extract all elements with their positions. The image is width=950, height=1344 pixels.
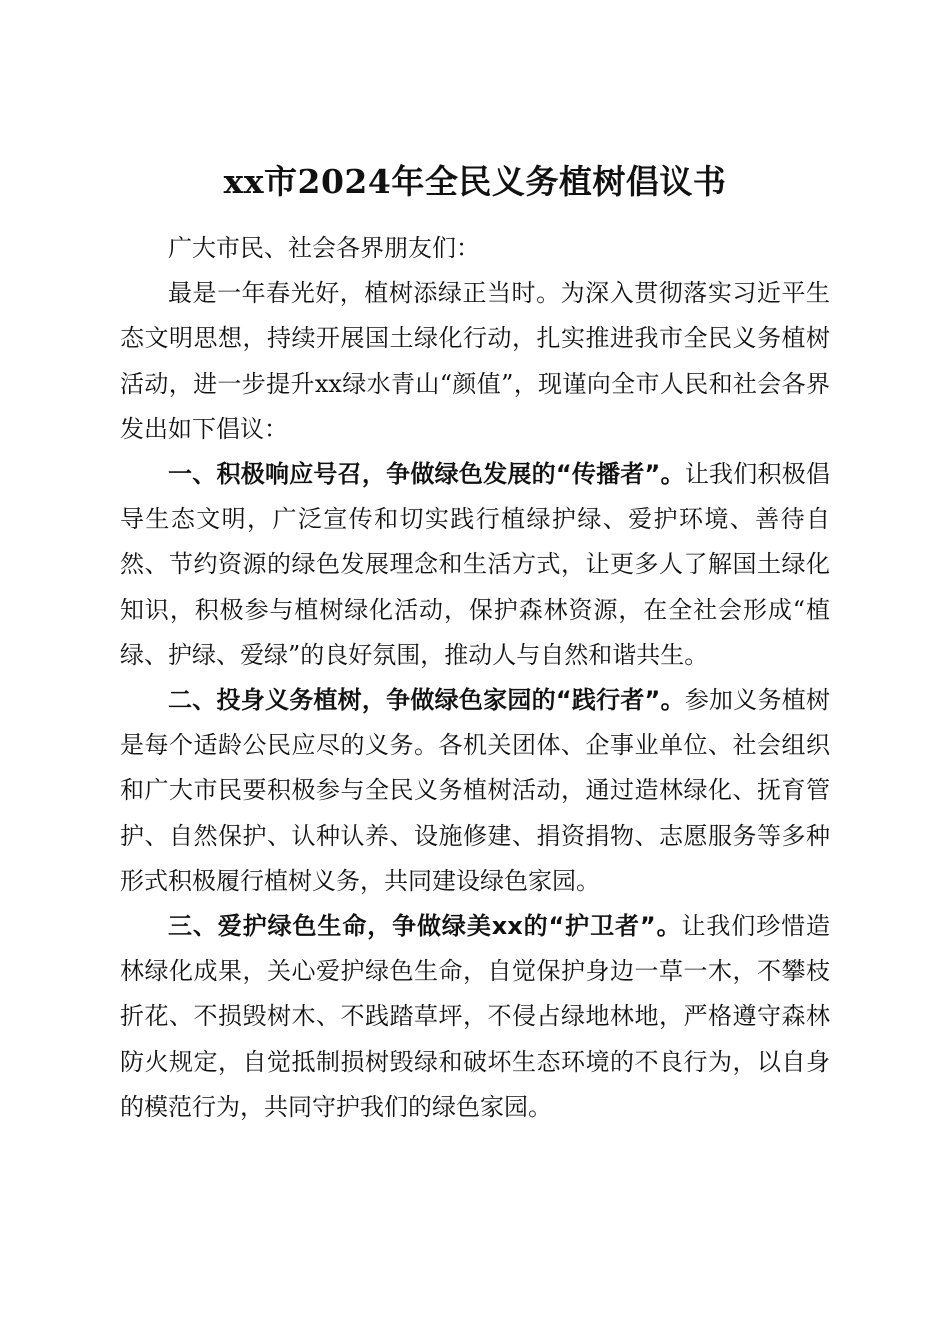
section-text-2: 参加义务植树是每个适龄公民应尽的义务。各机关团体、企事业单位、社会组织和广大市民要积极参与全民义务植树活动，通过造林绿化、抚育管护、自然保护、认种认养、设施修建、捐资捐物、志愿服务等多种形式积极履行植树义务，共同建设绿色家园。 [120, 686, 831, 895]
section-heading-1: 一、积极响应号召，争做绿色发展的“传播者”。 [168, 460, 685, 489]
section-paragraph-3 [120, 904, 830, 1130]
section-paragraph-1 [120, 452, 830, 678]
salutation: 广大市民、社会各界朋友们： [168, 234, 480, 262]
section-heading-3: 三、爱护绿色生命，争做绿美xx的“护卫者”。 [168, 912, 682, 941]
section-paragraph-2 [120, 678, 830, 904]
section-heading-2: 二、投身义务植树，争做绿色家园的“践行者”。 [168, 686, 685, 715]
section-text-1: 让我们积极倡导生态文明，广泛宣传和切实践行植绿护绿、爱护环境、善待自然、节约资源的绿色发展理念和生活方式，让更多人了解国土绿化知识，积极参与植树绿化活动，保护森林资源，在全社会形成“植绿、护绿、爱绿”的良好氛围，推动人与自然和谐共生。 [120, 460, 831, 669]
document-title: xx市2024年全民义务植树倡议书 [223, 162, 727, 202]
document-body [120, 226, 830, 1130]
section-text-3: 让我们珍惜造林绿化成果，关心爱护绿色生命，自觉保护身边一草一木，不攀枝折花、不损毁树木、不践踏草坪，不侵占绿地林地，严格遵守森林防火规定，自觉抵制损树毁绿和破坏生态环境的不良行为，以自身的模范行为，共同守护我们的绿色家园。 [120, 912, 831, 1121]
intro-paragraph: 最是一年春光好，植树添绿正当时。为深入贯彻落实习近平生态文明思想，持续开展国土绿化行动，扎实推进我市全民义务植树活动，进一步提升xx绿水青山“颜值”，现谨向全市人民和社会各界发出如下倡议： [120, 279, 830, 443]
